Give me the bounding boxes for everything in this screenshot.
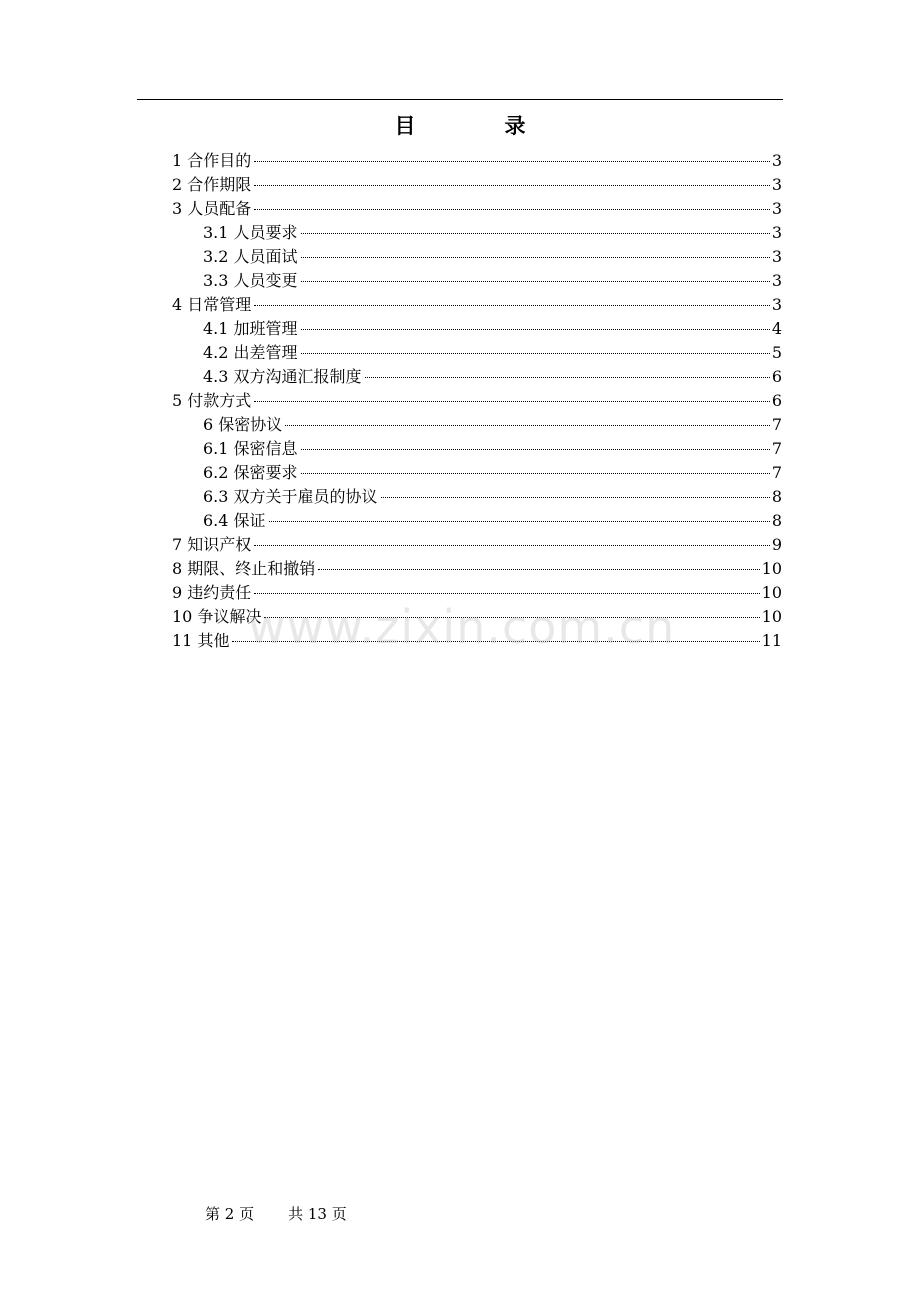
toc-entry[interactable] <box>172 461 782 485</box>
toc-entry[interactable] <box>172 245 782 269</box>
toc-entry-page: 10 <box>761 583 782 602</box>
toc-entry-page: 9 <box>771 535 782 554</box>
toc-entry-text: 6 保密协议 <box>203 415 283 434</box>
toc-title: 目 录 <box>394 114 560 138</box>
toc-entry-text: 3.1 人员要求 <box>203 223 298 242</box>
toc-entry[interactable] <box>172 221 782 245</box>
toc-entry-text: 2 合作期限 <box>172 175 252 194</box>
toc-leader-dots <box>254 305 770 306</box>
toc-entry-page: 3 <box>771 199 782 218</box>
toc-entry-page: 5 <box>771 343 782 362</box>
toc-leader-dots <box>254 161 770 162</box>
toc-entry[interactable] <box>172 293 782 317</box>
toc-leader-dots <box>301 233 770 234</box>
toc-leader-dots <box>301 473 770 474</box>
toc-entry-text: 7 知识产权 <box>172 535 252 554</box>
toc-entry-text: 8 期限、终止和撤销 <box>172 559 316 578</box>
toc-entry[interactable] <box>172 509 782 533</box>
toc-entry-text: 10 争议解决 <box>172 607 262 626</box>
toc-entry[interactable] <box>172 413 782 437</box>
toc-entry-text: 6.4 保证 <box>203 511 266 530</box>
toc-leader-dots <box>318 569 759 570</box>
toc-leader-dots <box>254 593 759 594</box>
toc-entry-text: 4.3 双方沟通汇报制度 <box>203 367 362 386</box>
toc-entry-text: 6.3 双方关于雇员的协议 <box>203 487 378 506</box>
toc-leader-dots <box>301 329 770 330</box>
watermark: www.zixin.com.cn <box>248 600 676 654</box>
toc-entry-text: 4 日常管理 <box>172 295 252 314</box>
toc-leader-dots <box>269 521 770 522</box>
toc-entry[interactable] <box>172 317 782 341</box>
toc-entry[interactable] <box>172 149 782 173</box>
toc-entry-text: 3 人员配备 <box>172 199 252 218</box>
toc-entry-text: 4.2 出差管理 <box>203 343 298 362</box>
toc-entry[interactable] <box>172 341 782 365</box>
toc-entry-text: 6.2 保密要求 <box>203 463 298 482</box>
toc-entry[interactable] <box>172 629 782 653</box>
toc-entry-text: 1 合作目的 <box>172 151 252 170</box>
toc-entry[interactable] <box>172 485 782 509</box>
toc-leader-dots <box>301 281 770 282</box>
toc-entry[interactable] <box>172 605 782 629</box>
header-rule <box>137 99 783 100</box>
toc-entry-page: 8 <box>771 487 782 506</box>
toc-leader-dots <box>254 401 770 402</box>
toc-entry-page: 7 <box>771 415 782 434</box>
toc-leader-dots <box>301 257 770 258</box>
toc-leader-dots <box>381 497 770 498</box>
toc-entry-page: 7 <box>771 463 782 482</box>
toc-leader-dots <box>301 353 770 354</box>
toc-leader-dots <box>254 209 770 210</box>
footer-page-number: 第 2 页 <box>205 1205 255 1223</box>
toc-entry-page: 3 <box>771 295 782 314</box>
toc-entry-page: 3 <box>771 247 782 266</box>
toc-entry[interactable] <box>172 557 782 581</box>
toc-leader-dots <box>254 185 770 186</box>
toc-entry-page: 6 <box>771 367 782 386</box>
toc-entry[interactable] <box>172 365 782 389</box>
toc-leader-dots <box>301 449 770 450</box>
toc-entry-text: 3.3 人员变更 <box>203 271 298 290</box>
toc-entry[interactable] <box>172 581 782 605</box>
table-of-contents <box>172 149 782 653</box>
page-footer <box>205 1204 347 1224</box>
toc-entry-text: 3.2 人员面试 <box>203 247 298 266</box>
toc-leader-dots <box>232 641 759 642</box>
toc-entry-page: 3 <box>771 175 782 194</box>
toc-entry-text: 4.1 加班管理 <box>203 319 298 338</box>
toc-entry-page: 7 <box>771 439 782 458</box>
toc-leader-dots <box>254 545 770 546</box>
toc-entry-page: 3 <box>771 151 782 170</box>
toc-entry[interactable] <box>172 197 782 221</box>
toc-entry-page: 6 <box>771 391 782 410</box>
toc-entry-page: 4 <box>771 319 782 338</box>
toc-entry-page: 10 <box>761 607 782 626</box>
toc-leader-dots <box>285 425 770 426</box>
toc-entry-page: 11 <box>761 631 782 650</box>
footer-total-pages: 共 13 页 <box>288 1205 347 1223</box>
toc-entry[interactable] <box>172 269 782 293</box>
toc-entry-page: 10 <box>761 559 782 578</box>
toc-entry-page: 3 <box>771 271 782 290</box>
toc-leader-dots <box>365 377 770 378</box>
toc-entry-text: 6.1 保密信息 <box>203 439 298 458</box>
toc-entry[interactable] <box>172 173 782 197</box>
toc-entry-page: 8 <box>771 511 782 530</box>
toc-leader-dots <box>264 617 759 618</box>
toc-entry-text: 5 付款方式 <box>172 391 252 410</box>
toc-entry-text: 11 其他 <box>172 631 230 650</box>
toc-entry[interactable] <box>172 437 782 461</box>
toc-entry-text: 9 违约责任 <box>172 583 252 602</box>
toc-entry[interactable] <box>172 389 782 413</box>
toc-entry-page: 3 <box>771 223 782 242</box>
toc-entry[interactable] <box>172 533 782 557</box>
